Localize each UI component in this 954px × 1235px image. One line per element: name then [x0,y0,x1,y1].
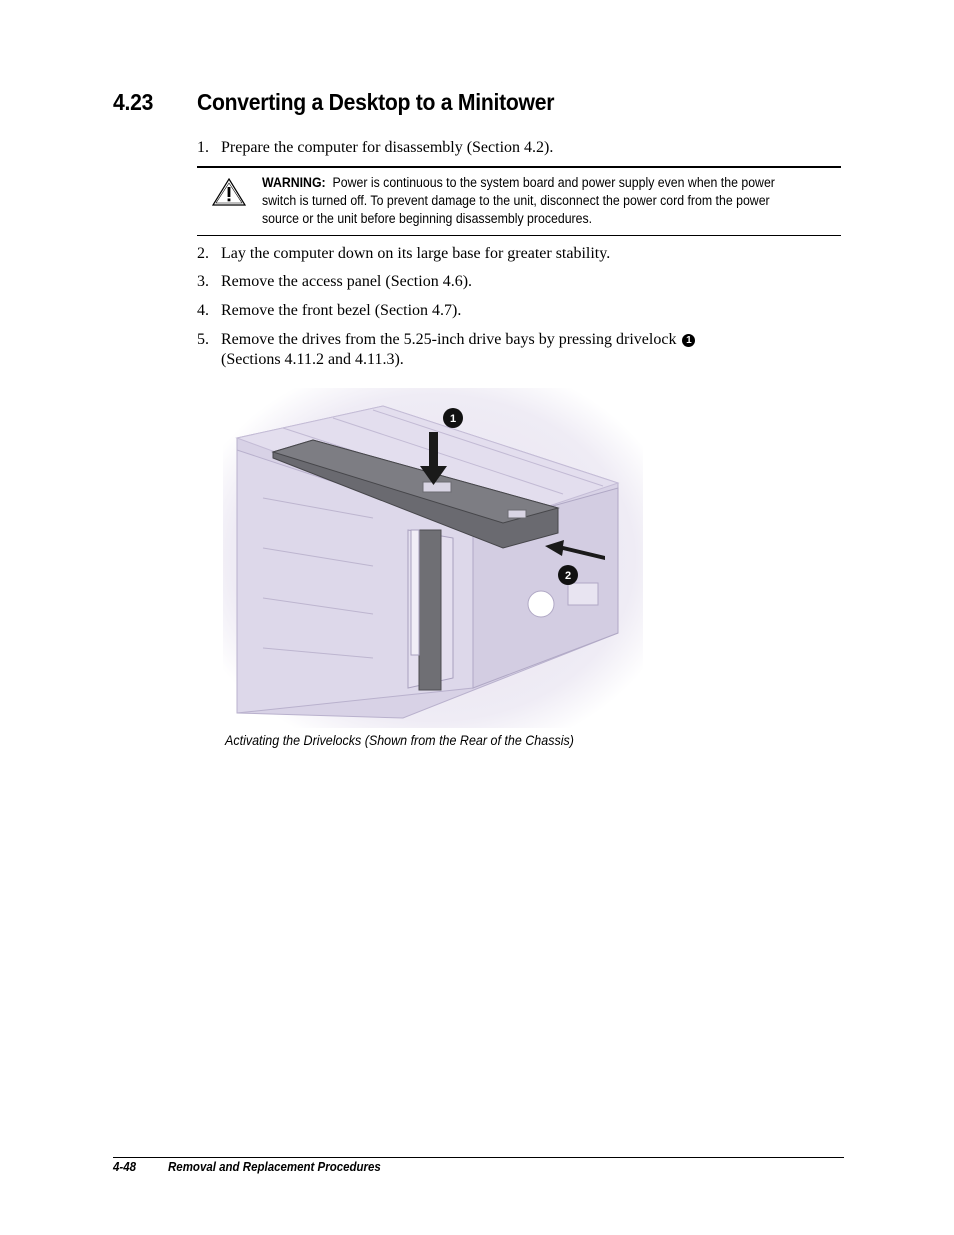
chassis-drivelock-illustration [223,388,643,728]
step-text-cont: (Sections 4.11.2 and 4.11.3). [221,351,404,368]
figure-callout-2: 2 [564,570,572,582]
section-title: Converting a Desktop to a Minitower [197,89,555,115]
warning-line-3: source or the unit before beginning disassembly procedures. [262,211,593,226]
warning-line-1: Power is continuous to the system board and power supply even when the power [332,175,775,190]
callout-1-inline: 1 [682,334,695,347]
step-number: 2. [197,245,209,262]
warning-label: WARNING: [262,175,326,190]
footer-page-number: 4-48 [113,1160,137,1174]
section-number: 4.23 [113,89,154,115]
step-text: Prepare the computer for disassembly (Section 4.2). [221,139,554,156]
step-4 [197,301,461,321]
footer-chapter-title: Removal and Replacement Procedures [168,1160,381,1174]
footer-rule [113,1157,844,1158]
step-number: 4. [197,302,209,319]
step-text: Lay the computer down on its large base for greater stability. [221,245,611,262]
warning-text [262,174,791,228]
step-5 [197,330,695,370]
step-3 [197,272,472,292]
warning-line-2: switch is turned off. To prevent damage to the unit, disconnect the power cord from the power [262,193,770,208]
figure-callout-1: 1 [449,413,457,425]
warning-triangle-icon [211,177,247,207]
step-text: Remove the drives from the 5.25-inch drive bays by pressing drivelock [221,331,677,348]
step-1 [197,138,553,158]
step-number: 1. [197,139,209,156]
step-number: 5. [197,331,209,348]
step-2 [197,244,610,264]
step-text: Remove the access panel (Section 4.6). [221,273,473,290]
step-text: Remove the front bezel (Section 4.7). [221,302,462,319]
step-number: 3. [197,273,209,290]
figure-caption: Activating the Drivelocks (Shown from the Rear of the Chassis) [225,733,574,748]
